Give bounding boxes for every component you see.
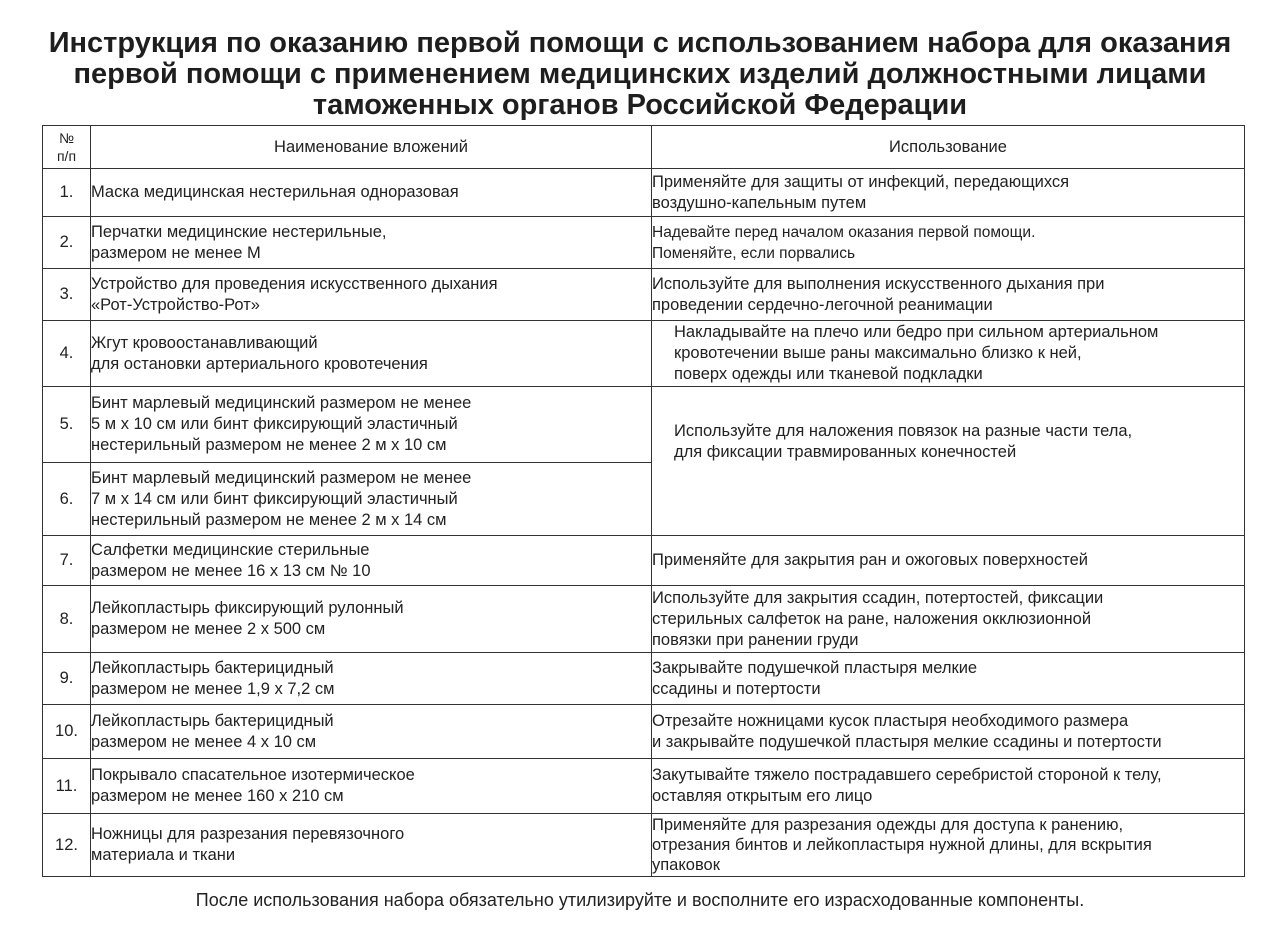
header-number: № п/п xyxy=(43,126,91,169)
table-row xyxy=(43,586,1245,653)
item-usage: Закрывайте подушечкой пластыря мелкие ссадины и потертости xyxy=(652,653,1245,705)
item-name: Перчатки медицинские нестерильные, размером не менее М xyxy=(91,217,652,269)
item-name: Покрывало спасательное изотермическое размером не менее 160 х 210 см xyxy=(91,759,652,814)
item-name: Устройство для проведения искусственного дыхания «Рот-Устройство-Рот» xyxy=(91,269,652,321)
row-number: 7. xyxy=(43,536,91,586)
table-row xyxy=(43,705,1245,759)
row-number: 1. xyxy=(43,169,91,217)
row-number: 12. xyxy=(43,814,91,877)
table-row xyxy=(43,217,1245,269)
row-number: 4. xyxy=(43,321,91,387)
item-usage: Используйте для закрытия ссадин, потертостей, фиксации стерильных салфеток на ране, наложения окклюзионной повязки при ранении груди xyxy=(652,586,1245,653)
title-line: Инструкция по оказанию первой помощи с использованием набора для оказания xyxy=(48,27,1232,59)
row-number: 10. xyxy=(43,705,91,759)
row-number: 3. xyxy=(43,269,91,321)
item-name: Лейкопластырь бактерицидный размером не менее 4 х 10 см xyxy=(91,705,652,759)
table-row xyxy=(43,536,1245,586)
footer-note: После использования набора обязательно утилизируйте и восполните его израсходованные компоненты. xyxy=(195,890,1085,910)
table-row xyxy=(43,321,1245,387)
table-row xyxy=(43,759,1245,814)
kit-contents-table xyxy=(42,125,1245,877)
item-usage: Применяйте для разрезания одежды для доступа к ранению, отрезания бинтов и лейкопластыря нужной длины, для вскрытия упаковок xyxy=(652,814,1245,877)
item-usage: Используйте для выполнения искусственного дыхания при проведении сердечно-легочной реанимации xyxy=(652,269,1245,321)
item-name: Бинт марлевый медицинский размером не менее 7 м х 14 см или бинт фиксирующий эластичный нестерильный размером не менее 2 м х 14 см xyxy=(91,463,652,536)
item-usage: Накладывайте на плечо или бедро при сильном артериальном кровотечении выше раны максимально близко к ней, поверх одежды или тканевой подкладки xyxy=(652,321,1245,387)
table-header-row xyxy=(43,126,1245,169)
title-line: таможенных органов Российской Федерации xyxy=(312,89,968,121)
item-name: Маска медицинская нестерильная одноразовая xyxy=(91,169,652,217)
item-usage: Закутывайте тяжело пострадавшего серебристой стороной к телу, оставляя открытым его лицо xyxy=(652,759,1245,814)
table-row xyxy=(43,169,1245,217)
item-usage: Применяйте для защиты от инфекций, передающихся воздушно-капельным путем xyxy=(652,169,1245,217)
header-usage: Использование xyxy=(652,126,1245,169)
item-name: Лейкопластырь бактерицидный размером не менее 1,9 х 7,2 см xyxy=(91,653,652,705)
row-number: 11. xyxy=(43,759,91,814)
item-usage: Отрезайте ножницами кусок пластыря необходимого размера и закрывайте подушечкой пластыря мелкие ссадины и потертости xyxy=(652,705,1245,759)
table-row xyxy=(43,269,1245,321)
item-usage: Применяйте для закрытия ран и ожоговых поверхностей xyxy=(652,536,1245,586)
item-name: Бинт марлевый медицинский размером не менее 5 м х 10 см или бинт фиксирующий эластичный нестерильный размером не менее 2 м х 10 см xyxy=(91,387,652,463)
row-number: 2. xyxy=(43,217,91,269)
item-name: Салфетки медицинские стерильные размером не менее 16 х 13 см № 10 xyxy=(91,536,652,586)
item-name: Ножницы для разрезания перевязочного материала и ткани xyxy=(91,814,652,877)
table-row xyxy=(43,653,1245,705)
item-name: Жгут кровоостанавливающий для остановки артериального кровотечения xyxy=(91,321,652,387)
row-number: 9. xyxy=(43,653,91,705)
item-usage: Используйте для наложения повязок на разные части тела, для фиксации травмированных конечностей xyxy=(652,387,1245,536)
row-number: 8. xyxy=(43,586,91,653)
page-title xyxy=(0,28,1280,121)
item-usage: Надевайте перед началом оказания первой помощи. Поменяйте, если порвались xyxy=(652,217,1245,269)
title-line: первой помощи с применением медицинских изделий должностными лицами xyxy=(73,58,1207,90)
header-item-name: Наименование вложений xyxy=(91,126,652,169)
row-number: 6. xyxy=(43,463,91,536)
row-number: 5. xyxy=(43,387,91,463)
table-row xyxy=(43,387,1245,463)
table-row xyxy=(43,814,1245,877)
item-name: Лейкопластырь фиксирующий рулонный размером не менее 2 х 500 см xyxy=(91,586,652,653)
